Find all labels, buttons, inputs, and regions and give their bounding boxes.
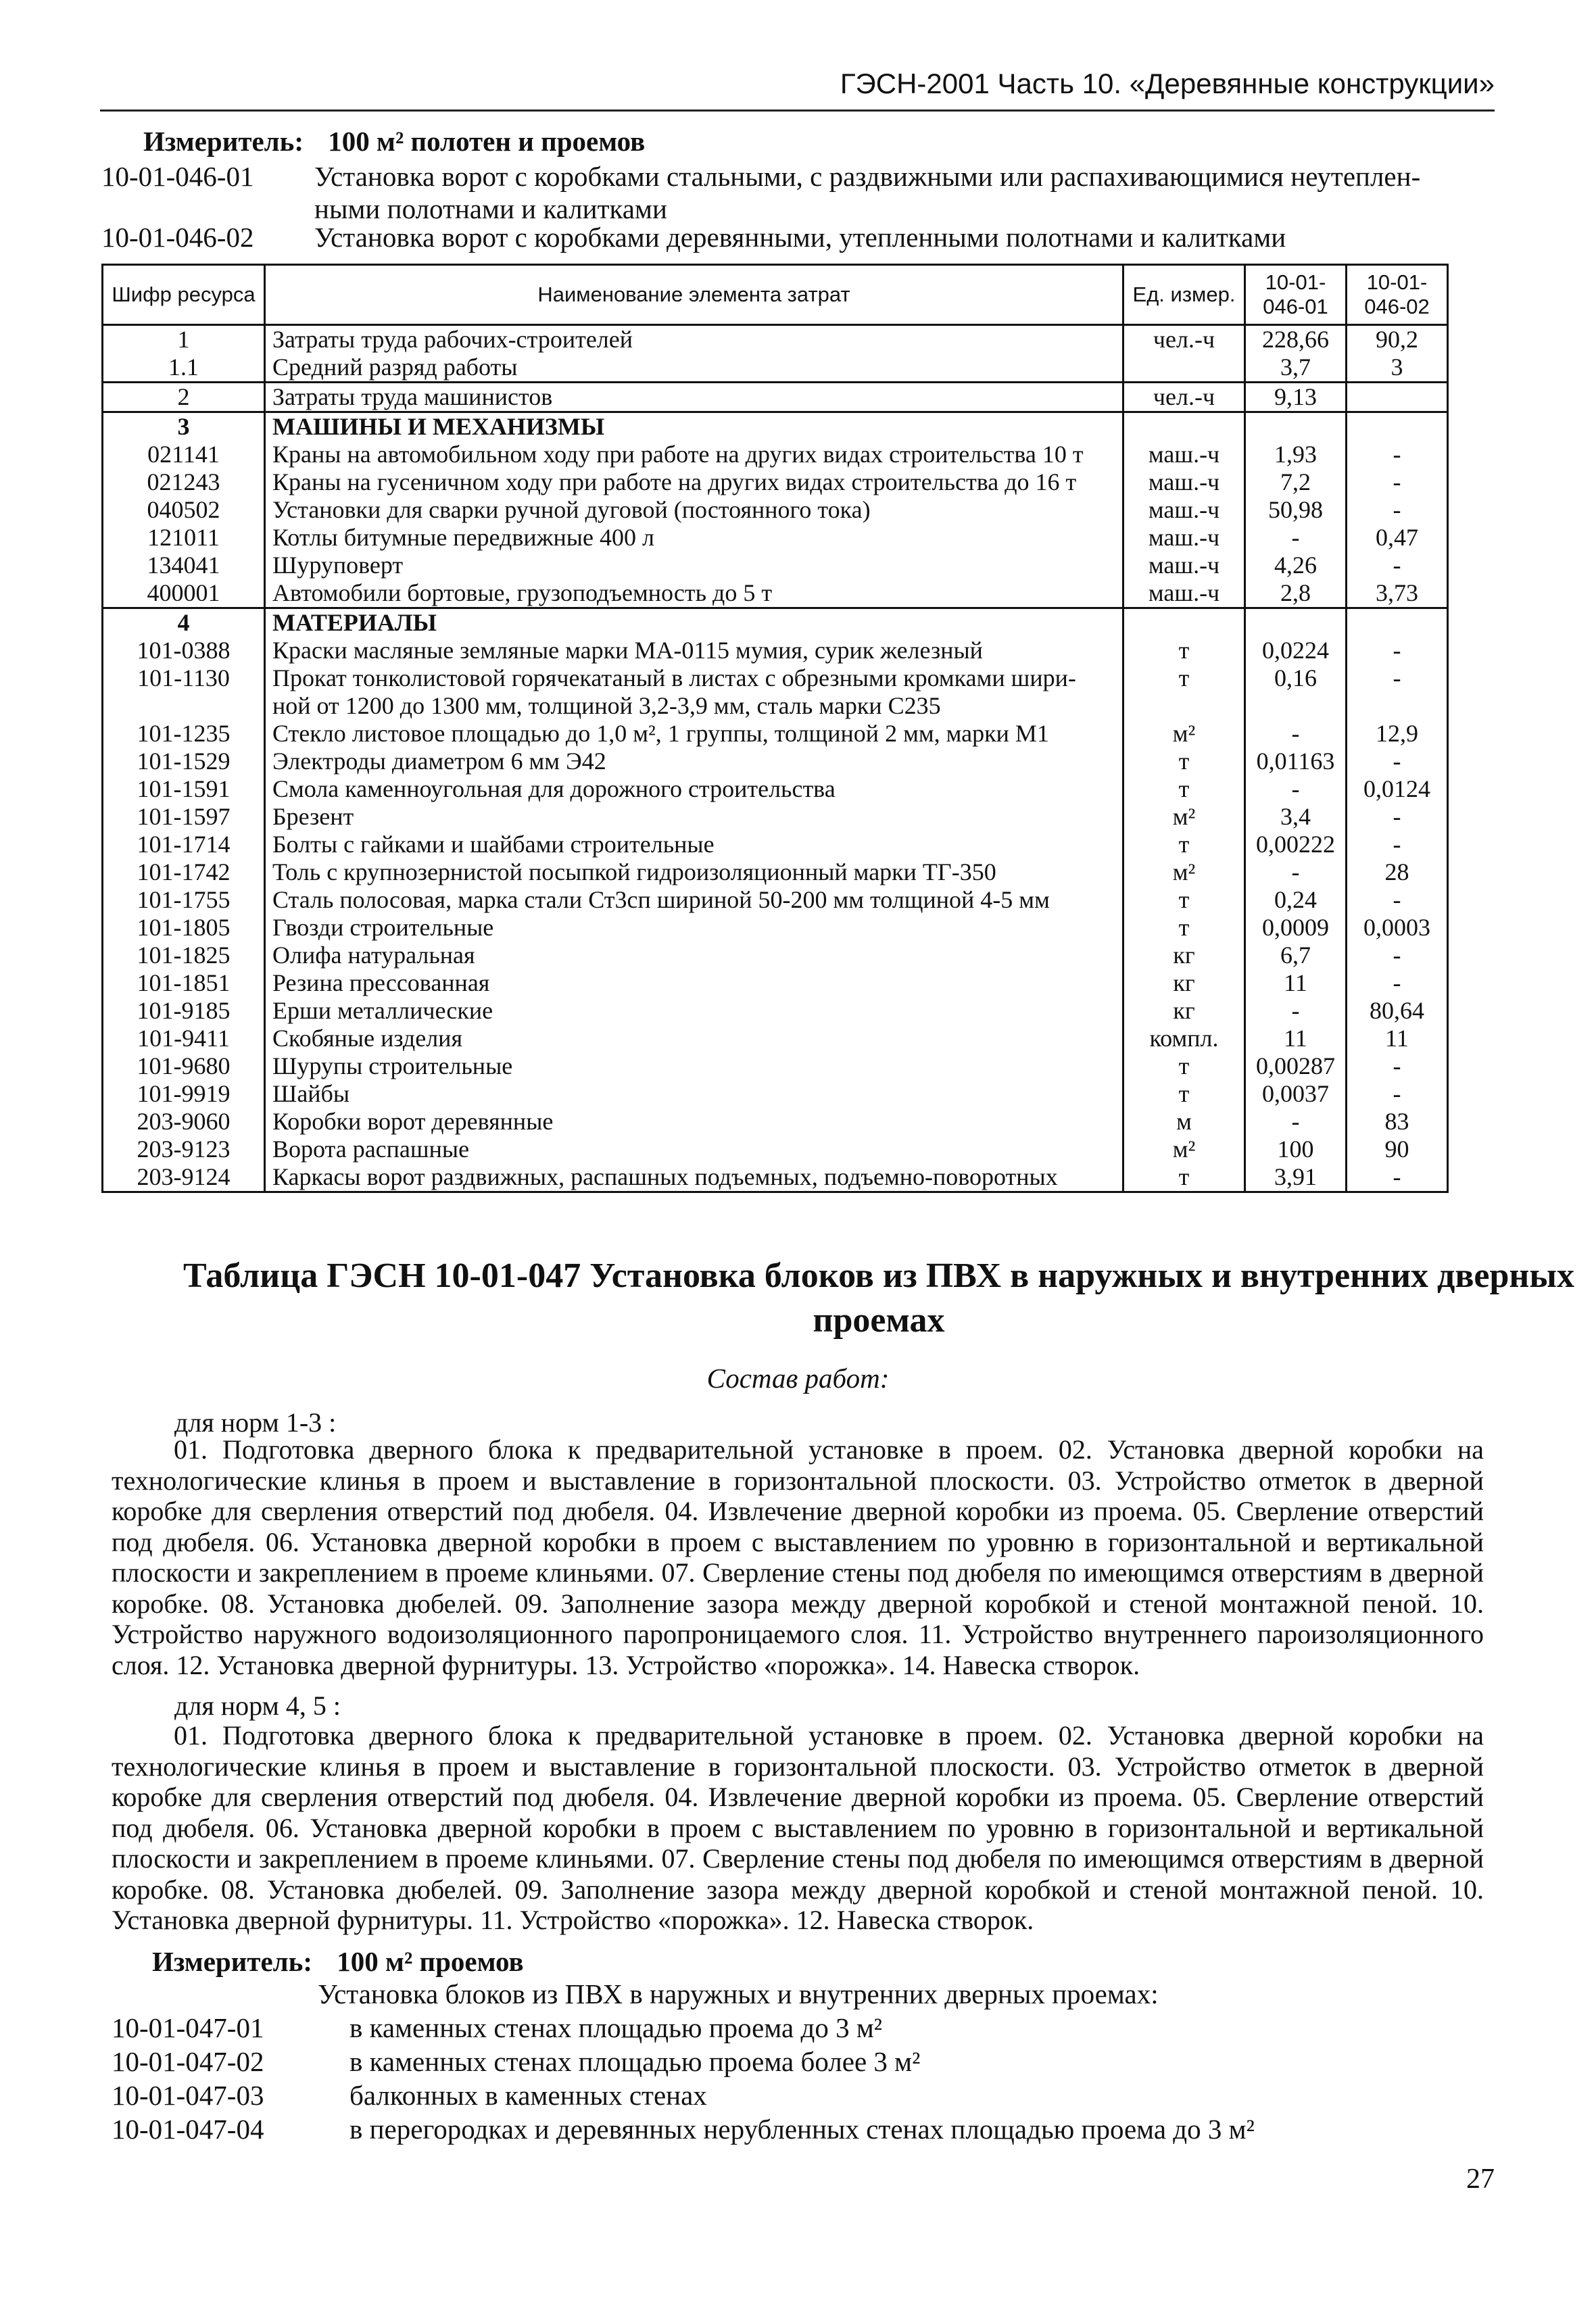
- cell-code: 021243: [103, 468, 265, 496]
- cell-value-046-02: -: [1347, 969, 1448, 997]
- cell-value-046-01: 3,91: [1245, 1163, 1347, 1192]
- top-meter-label: Измеритель:: [143, 126, 304, 157]
- cell-value-046-02: -: [1347, 552, 1448, 579]
- cell-code: 101-1755: [103, 886, 265, 914]
- cell-name: Краски масляные земляные марки МА-0115 мумия, сурик железный: [265, 637, 1123, 664]
- cell-code: 101-1591: [103, 775, 265, 803]
- table-row: [103, 1163, 1448, 1192]
- table-row: [103, 579, 1448, 608]
- cell-unit: т: [1123, 1052, 1245, 1080]
- cell-value-046-02: -: [1347, 803, 1448, 831]
- cell-code: 203-9124: [103, 1163, 265, 1192]
- table-row: [103, 637, 1448, 664]
- top-meter-value: 100 м² полотен и проемов: [328, 126, 646, 157]
- cell-unit: [1123, 354, 1245, 383]
- norms-4-5-label: для норм 4, 5 :: [174, 1690, 341, 1721]
- cell-value-046-02: -: [1347, 496, 1448, 524]
- cell-value-046-01: 3,4: [1245, 803, 1347, 831]
- cell-code: 101-9919: [103, 1080, 265, 1108]
- table-row: [103, 412, 1448, 441]
- cell-name: Котлы битумные передвижные 400 л: [265, 524, 1123, 552]
- cell-value-046-01: 0,24: [1245, 886, 1347, 914]
- cell-name: Краны на гусеничном ходу при работе на других видах строительства до 16 т: [265, 468, 1123, 496]
- cell-value-046-01: 228,66: [1245, 325, 1347, 354]
- cell-value-046-02: [1347, 412, 1448, 441]
- cell-value-046-02: 83: [1347, 1108, 1448, 1136]
- bottom-code-2-code: 10-01-047-02: [112, 2046, 264, 2077]
- cell-value-046-02: [1347, 608, 1448, 637]
- cell-value-046-01: 100: [1245, 1136, 1347, 1163]
- cell-value-046-01: -: [1245, 524, 1347, 552]
- cell-value-046-02: -: [1347, 748, 1448, 775]
- cell-value-046-02: -: [1347, 1080, 1448, 1108]
- cell-unit: т: [1123, 831, 1245, 858]
- cell-unit: т: [1123, 886, 1245, 914]
- cell-value-046-02: 90,2: [1347, 325, 1448, 354]
- cell-name: Коробки ворот деревянные: [265, 1108, 1123, 1136]
- cell-name: Скобяные изделия: [265, 1025, 1123, 1052]
- table-row: [103, 803, 1448, 831]
- top-code-1-code: 10-01-046-01: [101, 161, 254, 192]
- cell-code: 1: [103, 325, 265, 354]
- cell-name: Брезент: [265, 803, 1123, 831]
- cell-code: 101-1825: [103, 942, 265, 969]
- cell-value-046-02: -: [1347, 468, 1448, 496]
- cell-name: Средний разряд работы: [265, 354, 1123, 383]
- cell-code: 101-1235: [103, 720, 265, 748]
- cell-unit: маш.-ч: [1123, 496, 1245, 524]
- cell-unit: т: [1123, 1163, 1245, 1192]
- cell-unit: компл.: [1123, 1025, 1245, 1052]
- cell-unit: м: [1123, 1108, 1245, 1136]
- table-row: [103, 997, 1448, 1025]
- cell-code: 021141: [103, 441, 265, 468]
- cell-code: 101-1130: [103, 664, 265, 692]
- cell-name: Автомобили бортовые, грузоподъемность до 5 т: [265, 579, 1123, 608]
- cell-value-046-02: -: [1347, 1163, 1448, 1192]
- cell-value-046-01: 1,93: [1245, 441, 1347, 468]
- cell-unit: т: [1123, 637, 1245, 664]
- cell-code: 101-1529: [103, 748, 265, 775]
- cell-name: Сталь полосовая, марка стали Ст3сп шириной 50-200 мм толщиной 4-5 мм: [265, 886, 1123, 914]
- cell-name: Смола каменноугольная для дорожного строительства: [265, 775, 1123, 803]
- table-row: [103, 692, 1448, 720]
- cell-name: Толь с крупнозернистой посыпкой гидроизоляционный марки ТГ-350: [265, 858, 1123, 886]
- cell-unit: м²: [1123, 803, 1245, 831]
- cell-value-046-01: 11: [1245, 1025, 1347, 1052]
- cell-unit: маш.-ч: [1123, 552, 1245, 579]
- cell-name: МАШИНЫ И МЕХАНИЗМЫ: [265, 412, 1123, 441]
- cell-unit: м²: [1123, 858, 1245, 886]
- cell-name: Электроды диаметром 6 мм Э42: [265, 748, 1123, 775]
- bottom-code-3: [112, 2078, 1497, 2112]
- cell-unit: т: [1123, 914, 1245, 942]
- cell-code: 203-9060: [103, 1108, 265, 1136]
- cell-value-046-01: [1245, 692, 1347, 720]
- cell-name: Каркасы ворот раздвижных, распашных подъемных, подъемно-поворотных: [265, 1163, 1123, 1192]
- cell-unit: т: [1123, 748, 1245, 775]
- bottom-code-1-code: 10-01-047-01: [112, 2012, 264, 2043]
- cell-unit: [1123, 692, 1245, 720]
- table-row: [103, 1080, 1448, 1108]
- table-row: [103, 831, 1448, 858]
- bottom-meter-value: 100 м² проемов: [337, 1946, 524, 1977]
- top-code-2: [101, 220, 1521, 254]
- table-row: [103, 886, 1448, 914]
- cell-name: Шуруповерт: [265, 552, 1123, 579]
- table-row: [103, 608, 1448, 637]
- cell-value-046-02: 0,0124: [1347, 775, 1448, 803]
- cell-value-046-01: -: [1245, 775, 1347, 803]
- cell-value-046-01: -: [1245, 997, 1347, 1025]
- cell-unit: [1123, 608, 1245, 637]
- header-unit: Ед. измер.: [1123, 265, 1245, 325]
- cell-code: 101-9411: [103, 1025, 265, 1052]
- cell-value-046-01: 9,13: [1245, 383, 1347, 412]
- cell-name: Гвозди строительные: [265, 914, 1123, 942]
- cell-unit: т: [1123, 1080, 1245, 1108]
- cell-value-046-01: 7,2: [1245, 468, 1347, 496]
- cell-value-046-01: 0,0009: [1245, 914, 1347, 942]
- bottom-code-1: [112, 2011, 1497, 2045]
- cell-name: Прокат тонколистовой горячекатаный в листах с обрезными кромками шири-: [265, 664, 1123, 692]
- cell-name: Резина прессованная: [265, 969, 1123, 997]
- cell-code: 101-1742: [103, 858, 265, 886]
- cell-value-046-02: 80,64: [1347, 997, 1448, 1025]
- cell-value-046-02: 90: [1347, 1136, 1448, 1163]
- top-code-1: [101, 160, 1521, 227]
- cell-value-046-01: -: [1245, 858, 1347, 886]
- table-row: [103, 552, 1448, 579]
- bottom-code-3-code: 10-01-047-03: [112, 2080, 264, 2111]
- norms-1-3-text: 01. Подготовка дверного блока к предварительной установке в проем. 02. Установка дверной коробки на технологические клинья в проем и выставление в горизонтальной плоскости. 03. Устройство отметок в дверной коробке для сверления отверстий под дюбеля. 04. Извлечение дверной коробки из проема. 05. Сверление отверстий под дюбеля. 06. Установка дверной коробки в проем с выставлением по уровню в горизонтальной и вертикальной плоскости и закреплением в проеме клиньями. 07. Сверление стены под дюбеля по имеющимся отверстиям в дверной коробке. 08. Установка дюбелей. 09. Заполнение зазора между дверной коробкой и стеной монтажной пеной. 10. Устройство наружного водоизоляционного паропроницаемого слоя. 11. Устройство внутреннего пароизоляционного слоя. 12. Установка дверной фурнитуры. 13. Устройство «порожка». 14. Навеска створок.: [112, 1434, 1484, 1680]
- table-row: [103, 325, 1448, 354]
- norms-1-3-label: для норм 1-3 :: [174, 1407, 337, 1438]
- bottom-code-4: [112, 2112, 1497, 2146]
- cell-value-046-01: 4,26: [1245, 552, 1347, 579]
- cell-code: 134041: [103, 552, 265, 579]
- cell-unit: т: [1123, 664, 1245, 692]
- table-row: [103, 969, 1448, 997]
- cell-name: Затраты труда машинистов: [265, 383, 1123, 412]
- table-row: [103, 664, 1448, 692]
- cell-value-046-01: 0,0037: [1245, 1080, 1347, 1108]
- cell-code: 101-9185: [103, 997, 265, 1025]
- cell-unit: кг: [1123, 997, 1245, 1025]
- cell-value-046-01: 3,7: [1245, 354, 1347, 383]
- cell-value-046-02: -: [1347, 886, 1448, 914]
- table-title: Таблица ГЭСН 10-01-047 Установка блоков из ПВХ в наружных и внутренних дверных проемах: [183, 1257, 1574, 1340]
- cell-name: Затраты труда рабочих-строителей: [265, 325, 1123, 354]
- header-rule: [100, 109, 1495, 112]
- header-code: Шифр ресурса: [103, 265, 265, 325]
- cell-value-046-01: 0,16: [1245, 664, 1347, 692]
- header-name: Наименование элемента затрат: [265, 265, 1123, 325]
- cell-value-046-02: 0,0003: [1347, 914, 1448, 942]
- cell-name: Ерши металлические: [265, 997, 1123, 1025]
- cell-value-046-02: 11: [1347, 1025, 1448, 1052]
- cell-unit: м²: [1123, 1136, 1245, 1163]
- table-row: [103, 942, 1448, 969]
- cell-name: Краны на автомобильном ходу при работе на других видах строительства 10 т: [265, 441, 1123, 468]
- table-row: [103, 858, 1448, 886]
- bottom-code-3-desc: балконных в каменных стенах: [349, 2080, 707, 2111]
- table-row: [103, 914, 1448, 942]
- cell-unit: м²: [1123, 720, 1245, 748]
- table-row: [103, 1025, 1448, 1052]
- bottom-meter: [152, 1945, 524, 1978]
- table-row: [103, 354, 1448, 383]
- resource-table: [101, 264, 1449, 1193]
- cell-code: 040502: [103, 496, 265, 524]
- page-number: 27: [1466, 2164, 1495, 2195]
- cell-value-046-02: 3: [1347, 354, 1448, 383]
- table-row: [103, 775, 1448, 803]
- cell-unit: [1123, 412, 1245, 441]
- cell-value-046-02: 0,47: [1347, 524, 1448, 552]
- cell-value-046-02: -: [1347, 441, 1448, 468]
- cell-value-046-01: 0,0224: [1245, 637, 1347, 664]
- table-row: [103, 468, 1448, 496]
- cell-value-046-02: -: [1347, 831, 1448, 858]
- table-row: [103, 383, 1448, 412]
- table-row: [103, 1136, 1448, 1163]
- bottom-meter-label: Измеритель:: [152, 1946, 313, 1977]
- table-body: [103, 325, 1448, 1192]
- table-row: [103, 496, 1448, 524]
- cell-unit: чел.-ч: [1123, 325, 1245, 354]
- cell-code: [103, 692, 265, 720]
- cell-name: Олифа натуральная: [265, 942, 1123, 969]
- table-row: [103, 1052, 1448, 1080]
- cell-unit: чел.-ч: [1123, 383, 1245, 412]
- cell-value-046-01: 0,01163: [1245, 748, 1347, 775]
- cell-code: 101-9680: [103, 1052, 265, 1080]
- cell-code: 101-1714: [103, 831, 265, 858]
- cell-name: МАТЕРИАЛЫ: [265, 608, 1123, 637]
- cell-value-046-02: -: [1347, 942, 1448, 969]
- cell-value-046-01: 2,8: [1245, 579, 1347, 608]
- top-meter: [143, 125, 645, 157]
- cell-unit: маш.-ч: [1123, 524, 1245, 552]
- cell-name: Установки для сварки ручной дуговой (постоянного тока): [265, 496, 1123, 524]
- table-row: [103, 748, 1448, 775]
- cell-value-046-02: -: [1347, 1052, 1448, 1080]
- cell-value-046-02: [1347, 383, 1448, 412]
- table-row: [103, 1108, 1448, 1136]
- table-row: [103, 524, 1448, 552]
- bottom-code-4-code: 10-01-047-04: [112, 2114, 264, 2145]
- cell-name: Шайбы: [265, 1080, 1123, 1108]
- cell-code: 2: [103, 383, 265, 412]
- composition-title: Состав работ:: [706, 1363, 890, 1394]
- cell-code: 101-1597: [103, 803, 265, 831]
- bottom-intro: Установка блоков из ПВХ в наружных и внутренних дверных проемах:: [318, 1978, 1159, 2009]
- table-row: [103, 720, 1448, 748]
- cell-code: 101-0388: [103, 637, 265, 664]
- cell-name: ной от 1200 до 1300 мм, толщиной 3,2-3,9 мм, сталь марки С235: [265, 692, 1123, 720]
- table-row: [103, 441, 1448, 468]
- cell-code: 3: [103, 412, 265, 441]
- cell-unit: маш.-ч: [1123, 468, 1245, 496]
- cell-unit: кг: [1123, 969, 1245, 997]
- cell-value-046-01: [1245, 412, 1347, 441]
- cell-code: 1.1: [103, 354, 265, 383]
- cell-value-046-02: 3,73: [1347, 579, 1448, 608]
- cell-name: Стекло листовое площадью до 1,0 м², 1 группы, толщиной 2 мм, марки М1: [265, 720, 1123, 748]
- bottom-code-1-desc: в каменных стенах площадью проема до 3 м²: [349, 2012, 883, 2043]
- cell-value-046-01: 6,7: [1245, 942, 1347, 969]
- bottom-code-2-desc: в каменных стенах площадью проема более 3 м²: [349, 2046, 921, 2077]
- running-header: ГЭСН-2001 Часть 10. «Деревянные конструкции»: [840, 68, 1495, 99]
- cell-name: Ворота распашные: [265, 1136, 1123, 1163]
- top-code-2-code: 10-01-046-02: [101, 222, 254, 253]
- top-code-1-desc2: ными полотнами и калитками: [314, 193, 667, 224]
- cell-value-046-02: -: [1347, 664, 1448, 692]
- cell-value-046-01: -: [1245, 1108, 1347, 1136]
- cell-value-046-02: 28: [1347, 858, 1448, 886]
- cell-unit: маш.-ч: [1123, 579, 1245, 608]
- cell-value-046-01: 0,00287: [1245, 1052, 1347, 1080]
- cell-code: 101-1805: [103, 914, 265, 942]
- top-code-1-desc: Установка ворот с коробками стальными, с раздвижными или распахивающимися неутеплен-: [314, 161, 1421, 192]
- cell-unit: маш.-ч: [1123, 441, 1245, 468]
- cell-code: 203-9123: [103, 1136, 265, 1163]
- cell-name: Шурупы строительные: [265, 1052, 1123, 1080]
- cell-code: 121011: [103, 524, 265, 552]
- cell-value-046-01: -: [1245, 720, 1347, 748]
- bottom-code-4-desc: в перегородках и деревянных нерубленных стенах площадью проема до 3 м²: [349, 2114, 1255, 2145]
- cell-value-046-02: [1347, 692, 1448, 720]
- cell-value-046-01: [1245, 608, 1347, 637]
- table-header-row: [103, 265, 1448, 325]
- top-code-2-desc: Установка ворот с коробками деревянными, утепленными полотнами и калитками: [314, 222, 1286, 253]
- header-col2: 10-01-046-02: [1347, 265, 1448, 325]
- cell-code: 101-1851: [103, 969, 265, 997]
- header-col1: 10-01-046-01: [1245, 265, 1347, 325]
- cell-code: 4: [103, 608, 265, 637]
- cell-value-046-02: -: [1347, 637, 1448, 664]
- cell-unit: т: [1123, 775, 1245, 803]
- cell-value-046-02: 12,9: [1347, 720, 1448, 748]
- cell-value-046-01: 0,00222: [1245, 831, 1347, 858]
- cell-value-046-01: 11: [1245, 969, 1347, 997]
- cell-name: Болты с гайками и шайбами строительные: [265, 831, 1123, 858]
- bottom-code-2: [112, 2045, 1497, 2078]
- norms-4-5-text: 01. Подготовка дверного блока к предварительной установке в проем. 02. Установка дверной коробки на технологические клинья в проем и выставление в горизонтальной плоскости. 03. Устройство отметок в дверной коробке для сверления отверстий под дюбеля. 04. Извлечение дверной коробки из проема. 05. Сверление отверстий под дюбеля. 06. Установка дверной коробки в проем с выставлением по уровню в горизонтальной и вертикальной плоскости и закреплением в проеме клиньями. 07. Сверление стены под дюбеля по имеющимся отверстиям в дверной коробке. 08. Установка дюбелей. 09. Заполнение зазора между дверной коробкой и стеной монтажной пеной. 10. Установка дверной фурнитуры. 11. Устройство «порожка». 12. Навеска створок.: [112, 1720, 1484, 1935]
- cell-value-046-01: 50,98: [1245, 496, 1347, 524]
- cell-unit: кг: [1123, 942, 1245, 969]
- cell-code: 400001: [103, 579, 265, 608]
